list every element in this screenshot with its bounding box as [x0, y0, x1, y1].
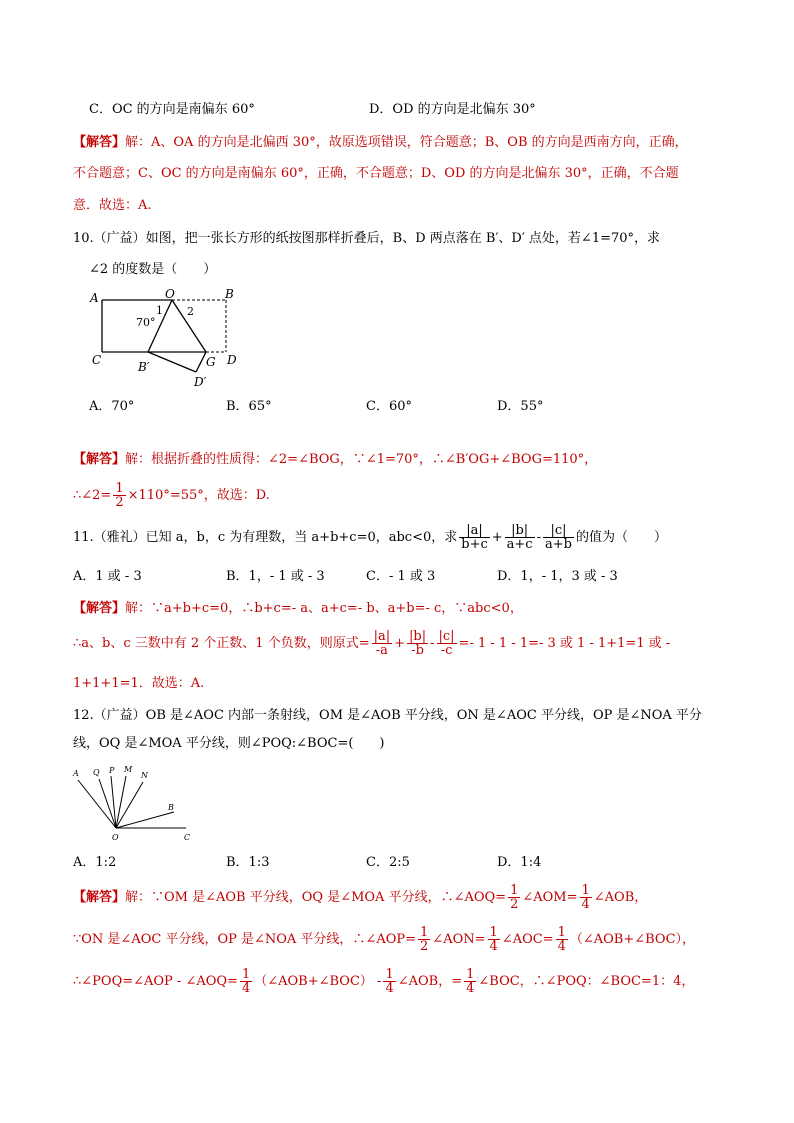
fraction-denominator: 4 [385, 981, 394, 996]
fig-label-b-prime: B′ [138, 360, 150, 374]
q9-option-d: D．OD 的方向是北偏东 30° [369, 102, 536, 117]
q10-stem-line2: ∠2 的度数是（ ） [89, 262, 217, 277]
fraction-quarter [556, 926, 568, 953]
fig-label-b: B [225, 287, 234, 301]
fraction-numerator: 1 [466, 967, 475, 982]
fraction-quarter [464, 968, 476, 995]
fraction-denominator: 4 [581, 897, 590, 912]
fig-angle-2: 2 [187, 305, 194, 318]
stem-text: 的值为（ ） [575, 530, 667, 545]
q11-answer-line1 [73, 599, 523, 619]
q12-option-b: B．1:3 [226, 855, 270, 870]
fig-label-d-prime: D′ [194, 375, 207, 389]
fig-label-p: P [109, 766, 115, 775]
q12-option-d: D．1:4 [497, 855, 542, 870]
q11-option-c: C．- 1 或 3 [366, 569, 436, 584]
q10-answer-line2 [73, 479, 270, 513]
answer-label: 【解答】 [73, 452, 126, 467]
fig-label-m: M [124, 765, 133, 774]
fraction-quarter [580, 884, 592, 911]
fig-angle-1: 1 [156, 304, 163, 317]
fraction-quarter [488, 926, 500, 953]
q10-option-a: A．70° [89, 399, 135, 414]
q12-stem-line2: 线，OQ 是∠MOA 平分线，则∠POQ:∠BOC=( ) [73, 736, 385, 751]
fig-label-q: Q [93, 768, 100, 777]
fraction-numerator: 1 [489, 925, 498, 940]
fraction-numerator: 1 [385, 967, 394, 982]
fig-label-c: C [184, 833, 191, 842]
q11-option-d: D．1，- 1，3 或 - 3 [497, 569, 618, 584]
fig-label-b: B [168, 803, 174, 812]
answer-text: 解：∵OM 是∠AOB 平分线，OQ 是∠MOA 平分线，∴∠AOQ= [125, 890, 507, 905]
answer-text: ∠AON= [432, 932, 486, 947]
q10-stem-line1: 10.（广益）如图，把一张长方形的纸按图那样折叠后，B、D 两点落在 B′、D′ 点处，若∠1=70°，求 [73, 231, 661, 246]
fig-label-c: C [92, 353, 102, 367]
q12-option-a: A．1:2 [73, 855, 117, 870]
q11-stem: 11.（雅礼）已知 a，b，c 为有理数，当 a+b+c=0，abc<0，求 $\frac{|a|}{b+c}$ + $\frac{|b|}{a+c}$ - $\frac{|c|}{a+b}$ 的值为（ ） [73, 523, 667, 552]
fraction-c [543, 524, 574, 551]
fraction-denominator: a+b [545, 537, 572, 552]
fraction-half [113, 482, 125, 509]
fraction-denominator: 2 [420, 939, 429, 954]
q9-answer-line2: 不合题意；C、OC 的方向是南偏东 60°，正确，不合题意；D、OD 的方向是北偏东 30°，正确，不合题 [73, 166, 679, 181]
stem-text: 11.（雅礼）已知 a，b，c 为有理数，当 a+b+c=0，abc<0，求 [73, 530, 458, 545]
fraction-denominator: -c [440, 643, 453, 658]
answer-text: =- 1 - 1 - 1=- 3 或 1 - 1+1=1 或 - [458, 636, 671, 651]
fraction-a [372, 630, 393, 657]
answer-text: ∠AOB， [593, 890, 648, 905]
answer-text: （∠AOB+∠BOC） - [254, 974, 382, 989]
q10-option-b: B．65° [226, 399, 272, 414]
fraction-denominator: -b [411, 643, 424, 658]
q12-answer-line2 [73, 923, 695, 957]
fraction-numerator: |c| [438, 629, 455, 644]
answer-text: ×110°=55°，故选：D. [127, 488, 270, 503]
fraction-denominator: b+c [461, 537, 488, 552]
fraction-denominator: 4 [489, 939, 498, 954]
fraction-numerator: 1 [241, 967, 251, 982]
fraction-denominator: 4 [241, 981, 251, 996]
answer-text: ∠AOM= [522, 890, 578, 905]
q11-option-b: B．1，- 1 或 - 3 [226, 569, 325, 584]
answer-text: （∠AOB+∠BOC）， [569, 932, 696, 947]
q11-answer-line2: ∴a、b、c 三数中有 2 个正数、1 个负数，则原式= $\frac{|a|}{-a}$ + $\frac{|b|}{-b}$ - $\frac{|c|}{-c}$ =- 1 - 1 - 1=- 3 或 1 - 1+1=1 或 - [73, 629, 671, 658]
fig-label-n: N [141, 771, 148, 780]
answer-text: ∠BOC，∴∠POQ：∠BOC=1：4， [478, 974, 695, 989]
fraction-denominator: 2 [115, 495, 124, 510]
q11-answer-line3: 1+1+1=1．故选：A. [73, 676, 205, 691]
fraction-quarter [240, 968, 252, 995]
q12-answer-line3 [73, 965, 694, 999]
q11-option-a: A．1 或 - 3 [73, 569, 142, 584]
fraction-denominator: 2 [510, 897, 519, 912]
q12-ray-figure [68, 764, 198, 846]
fraction-numerator: 1 [420, 925, 429, 940]
q10-option-c: C．60° [366, 399, 412, 414]
fraction-numerator: 1 [557, 925, 566, 940]
fig-label-o: O [112, 833, 119, 842]
q10-option-d: D．55° [497, 399, 544, 414]
fraction-denominator: 4 [557, 939, 566, 954]
fraction-numerator: |a| [459, 524, 490, 538]
fig-label-a: A [73, 769, 79, 778]
q10-fold-figure [88, 286, 248, 390]
fig-label-d: D [227, 353, 237, 367]
fraction-numerator: 1 [115, 481, 124, 496]
answer-label: 【解答】 [73, 135, 126, 150]
q12-answer-line1 [73, 881, 647, 915]
fraction-numerator: 1 [510, 883, 519, 898]
answer-text: ∴∠2= [73, 488, 112, 503]
answer-text: ∴a、b、c 三数中有 2 个正数、1 个负数，则原式= [73, 636, 370, 651]
answer-text: ∴∠POQ=∠AOP - ∠AOQ= [73, 974, 238, 989]
fig-label-o: O [165, 287, 175, 301]
answer-text: 解：A、OA 的方向是北偏西 30°，故原选项错误，符合题意；B、OB 的方向是西南方向，正确， [125, 135, 688, 150]
fraction-c [437, 630, 457, 657]
fraction-numerator: |b| [409, 629, 427, 644]
fraction-numerator: |a| [373, 629, 391, 644]
answer-text: 解：∵a+b+c=0，∴b+c=- a、a+c=- b、a+b=- c，∵abc<0， [125, 601, 523, 616]
answer-text: ∠AOC= [501, 932, 554, 947]
q12-stem-line1: 12.（广益）OB 是∠AOC 内部一条射线，OM 是∠AOB 平分线，ON 是∠AOC 平分线，OP 是∠NOA 平分 [73, 708, 702, 723]
fraction-b [505, 524, 535, 551]
answer-text: ∵ON 是∠AOC 平分线，OP 是∠NOA 平分线，∴∠AOP= [73, 932, 417, 947]
fraction-numerator: |b| [505, 524, 535, 538]
fraction-denominator: -a [375, 643, 388, 658]
q12-option-c: C．2:5 [366, 855, 410, 870]
fraction-denominator: a+c [506, 537, 533, 552]
fraction-b [407, 630, 428, 657]
fraction-numerator: |c| [543, 524, 574, 538]
fraction-half [418, 926, 430, 953]
fig-angle-70: 70° [136, 316, 156, 329]
fraction-denominator: 4 [466, 981, 475, 996]
fig-label-a: A [90, 291, 99, 305]
answer-label: 【解答】 [73, 890, 126, 905]
fig-label-g: G [206, 355, 216, 369]
fraction-numerator: 1 [581, 883, 590, 898]
fraction-a [459, 524, 490, 551]
answer-label: 【解答】 [73, 601, 126, 616]
answer-text: ∠AOB，= [397, 974, 463, 989]
fraction-half [508, 884, 520, 911]
answer-text: 解：根据折叠的性质得：∠2=∠BOG，∵∠1=70°，∴∠B′OG+∠BOG=110°， [125, 452, 598, 467]
q10-answer-line1 [73, 450, 597, 470]
q9-answer-line1 [73, 133, 688, 153]
q9-answer-line3: 意．故选：A. [73, 198, 152, 213]
fraction-quarter [383, 968, 395, 995]
q9-option-c: C．OC 的方向是南偏东 60° [89, 102, 255, 117]
